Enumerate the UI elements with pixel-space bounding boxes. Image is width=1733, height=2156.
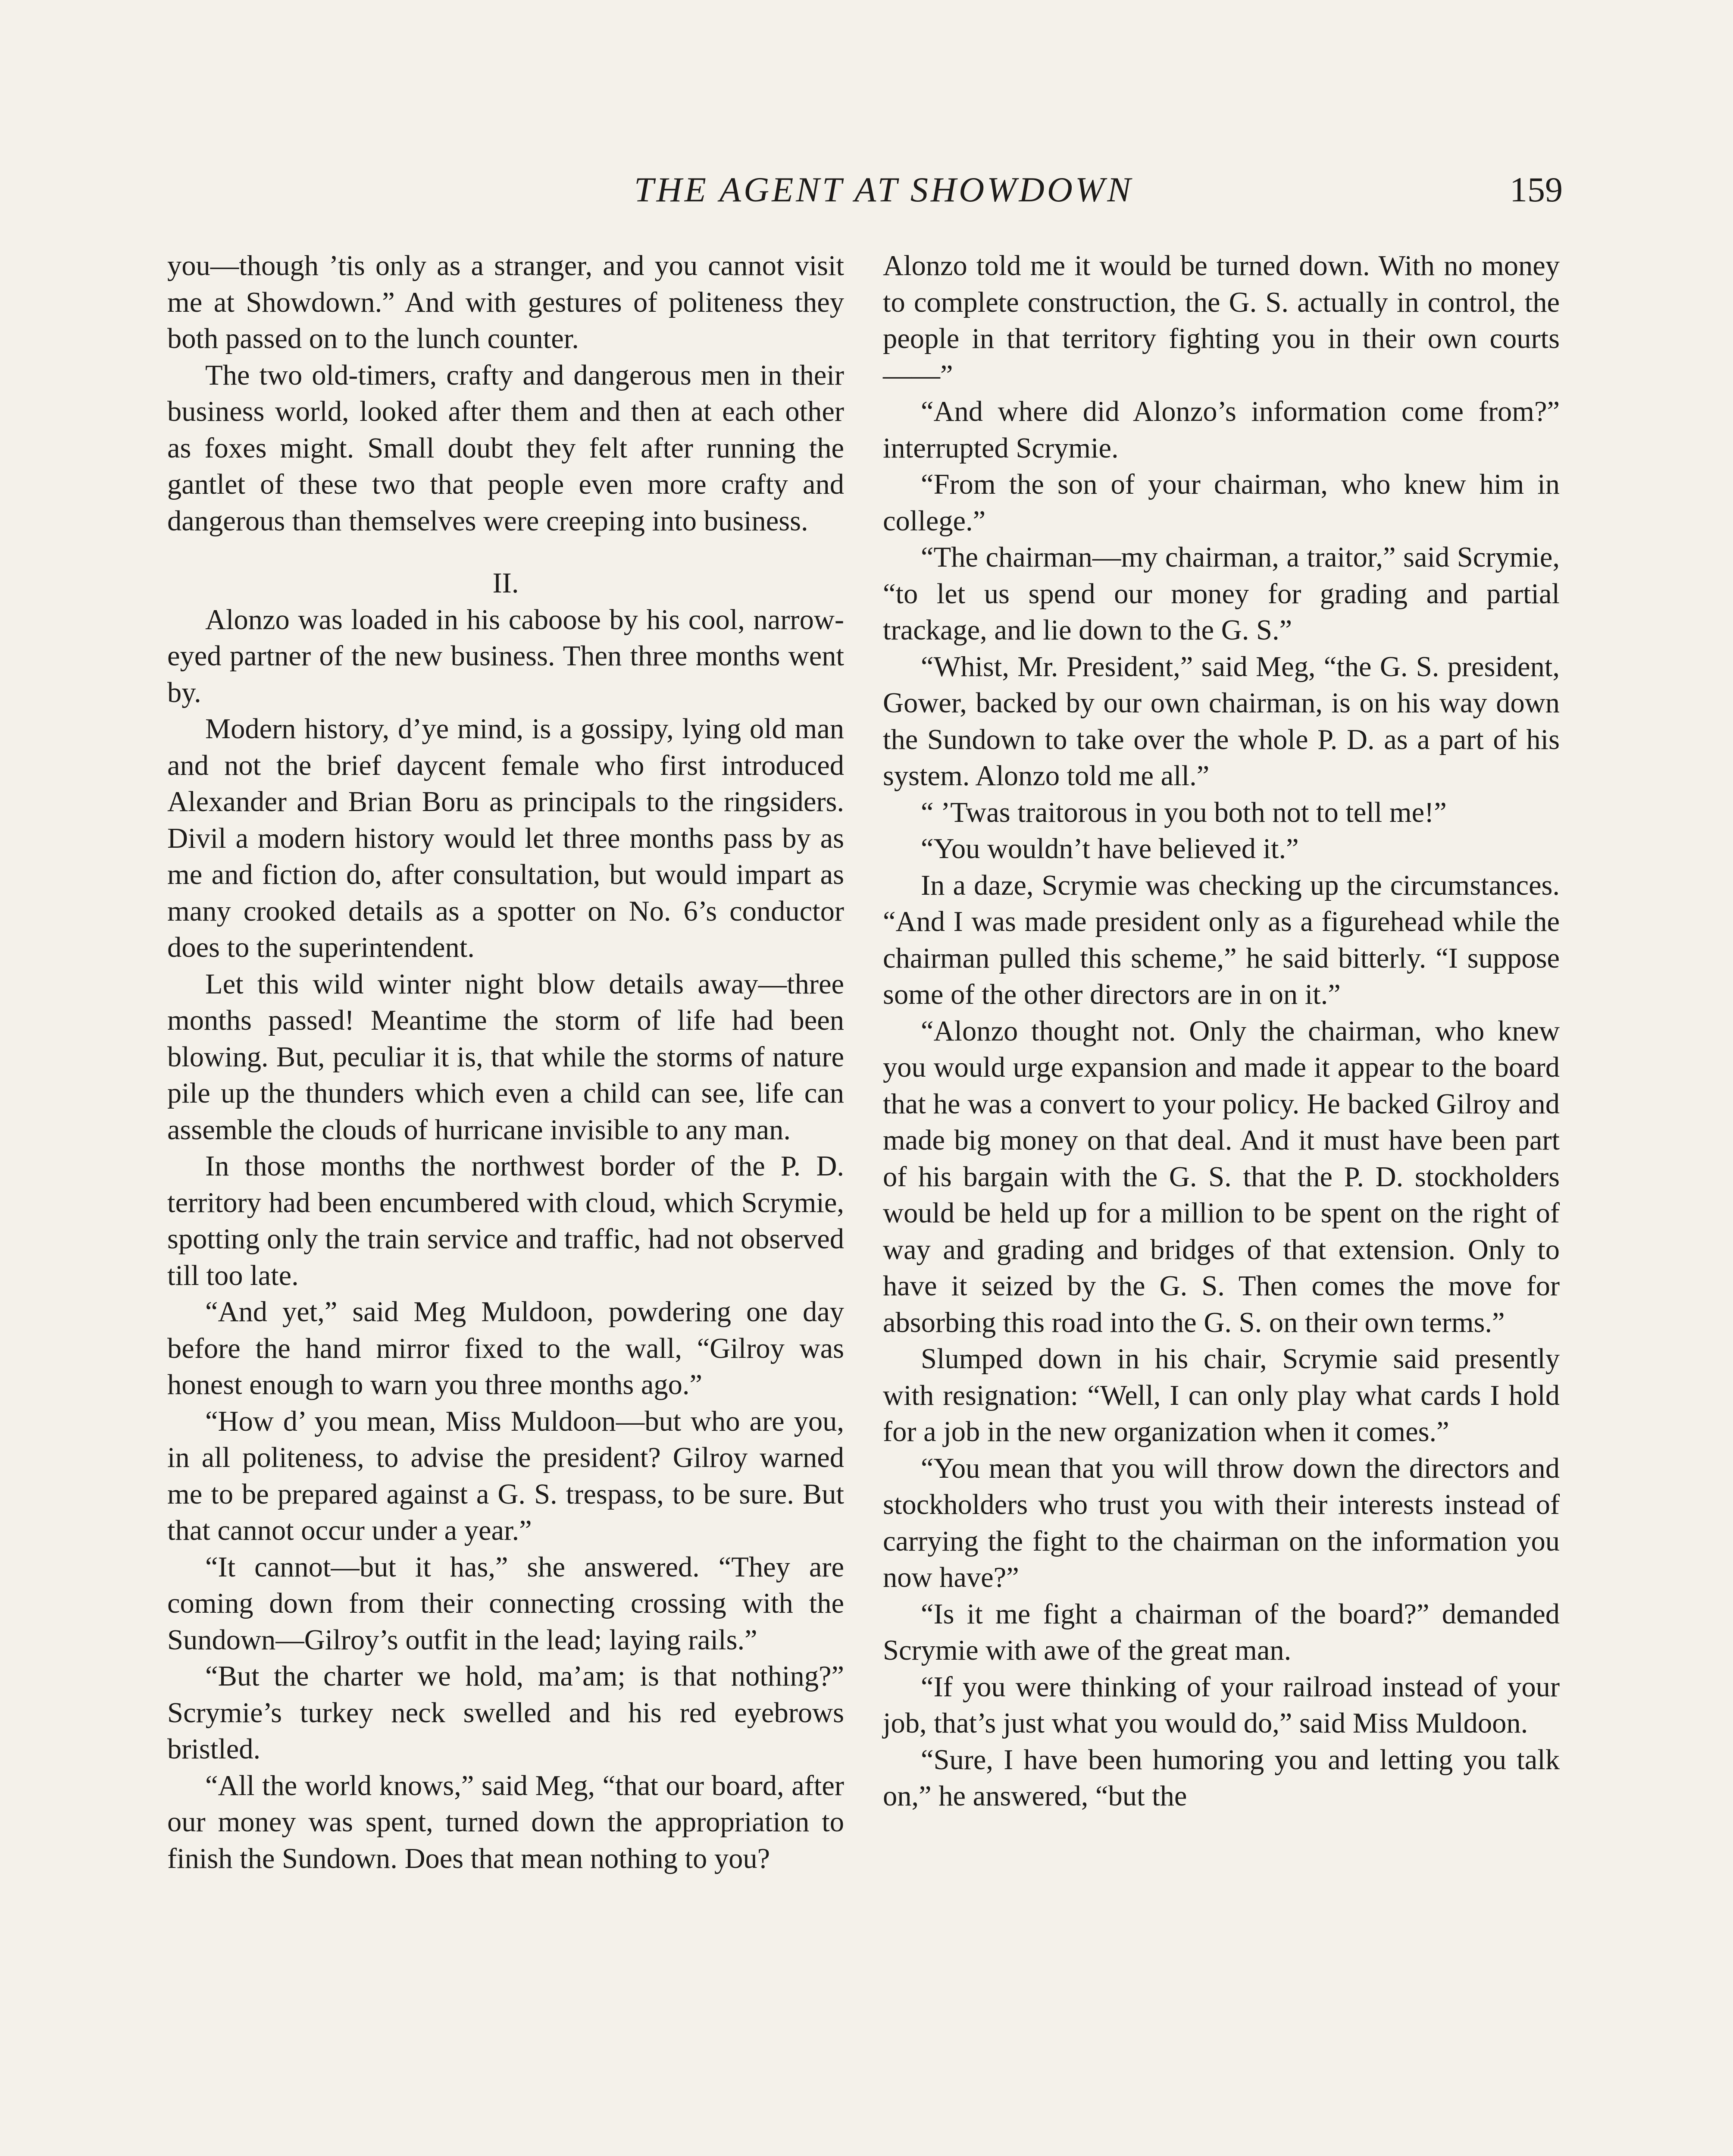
- page-number: 159: [1510, 170, 1563, 209]
- paragraph: Slumped down in his chair, Scrymie said presently with resignation: “Well, I can only play what cards I hold for a job in the new organization when it comes.”: [883, 1343, 1560, 1448]
- running-head: [0, 166, 1733, 213]
- paragraph: Alonzo was loaded in his caboose by his cool, narrow-eyed partner of the new business. Then three months went by.: [167, 604, 844, 708]
- right-column: [883, 248, 1560, 2156]
- section-heading: II.: [492, 567, 519, 599]
- running-title: THE AGENT AT SHOWDOWN: [634, 170, 1133, 209]
- paragraph: “Whist, Mr. President,” said Meg, “the G. S. president, Gower, backed by our own chairman, is on his way down the Sundown to take over the whole P. D. as a part of his system. Alonzo told me all.”: [883, 651, 1560, 792]
- paragraph: “It cannot—but it has,” she answered. “They are coming down from their connecting crossing with the Sundown—Gilroy’s outfit in the lead; laying rails.”: [167, 1551, 844, 1656]
- paragraph: “And yet,” said Meg Muldoon, powdering one day before the hand mirror fixed to the wall, “Gilroy was honest enough to warn you three months ago.”: [167, 1296, 844, 1401]
- paragraph: “If you were thinking of your railroad instead of your job, that’s just what you would do,” said Miss Muldoon.: [883, 1671, 1560, 1739]
- paragraph: “The chairman—my chairman, a traitor,” said Scrymie, “to let us spend our money for grading and partial trackage, and lie down to the G. S.”: [883, 542, 1560, 646]
- paragraph: Modern history, d’ye mind, is a gossipy, lying old man and not the brief daycent female who first introduced Alexander and Brian Boru as principals to the ringsiders. Divil a modern history would let three months pass by as me and fiction do, after consultation, but would impart as many crooked details as a spotter on No. 6’s conductor does to the superintendent.: [167, 713, 844, 963]
- paragraph: “From the son of your chairman, who knew him in college.”: [883, 469, 1560, 537]
- paragraph: “Sure, I have been humoring you and letting you talk on,” he answered, “but the: [883, 1744, 1560, 1812]
- paragraph: “But the charter we hold, ma’am; is that nothing?” Scrymie’s turkey neck swelled and his red eyebrows bristled.: [167, 1661, 844, 1765]
- paragraph: “All the world knows,” said Meg, “that our board, after our money was spent, turned down the appropriation to finish the Sundown. Does that mean nothing to you?: [167, 1770, 844, 1874]
- paragraph: “And where did Alonzo’s information come from?” interrupted Scrymie.: [883, 396, 1560, 464]
- paragraph: In those months the northwest border of the P. D. territory had been encumbered with cloud, which Scrymie, spotting only the train service and traffic, had not observed till too late.: [167, 1150, 844, 1291]
- left-column: [167, 248, 844, 2156]
- paragraph: you—though ’tis only as a stranger, and you cannot visit me at Showdown.” And with gestures of politeness they both passed on to the lunch counter.: [167, 250, 844, 354]
- paragraph: “You wouldn’t have believed it.”: [921, 833, 1299, 865]
- paragraph: “Alonzo thought not. Only the chairman, who knew you would urge expansion and made it appear to the board that he was a convert to your policy. He backed Gilroy and made big money on that deal. And it must have been part of his bargain with the G. S. that the P. D. stockholders would be held up for a million to be spent on the right of way and grading and bridges of that extension. Only to have it seized by the G. S. Then comes the move for absorbing this road into the G. S. on their own terms.”: [883, 1015, 1560, 1338]
- paragraph: “Is it me fight a chairman of the board?” demanded Scrymie with awe of the great man.: [883, 1598, 1560, 1666]
- paragraph: “How d’ you mean, Miss Muldoon—but who are you, in all politeness, to advise the president? Gilroy warned me to be prepared against a G. S. trespass, to be sure. But that cannot occur under a year.”: [167, 1405, 844, 1546]
- paragraph: Alonzo told me it would be turned down. With no money to complete construction, the G. S. actually in control, the people in that territory fighting you in their own courts——”: [883, 250, 1560, 391]
- paragraph: In a daze, Scrymie was checking up the circumstances. “And I was made president only as a figurehead while the chairman pulled this scheme,” he said bitterly. “I suppose some of the other directors are in on it.”: [883, 869, 1560, 1010]
- paragraph: The two old-timers, crafty and dangerous men in their business world, looked after them and then at each other as foxes might. Small doubt they felt after running the gantlet of these two that people even more crafty and dangerous than themselves were creeping into business.: [167, 359, 844, 537]
- paragraph: “ ’Twas traitorous in you both not to tell me!”: [921, 796, 1447, 828]
- paragraph: “You mean that you will throw down the directors and stockholders who trust you with their interests instead of carrying the fight to the chairman on the information you now have?”: [883, 1452, 1560, 1593]
- paragraph: Let this wild winter night blow details away—three months passed! Meantime the storm of life had been blowing. But, peculiar it is, that while the storms of nature pile up the thunders which even a child can see, life can assemble the clouds of hurricane invisible to any man.: [167, 968, 844, 1146]
